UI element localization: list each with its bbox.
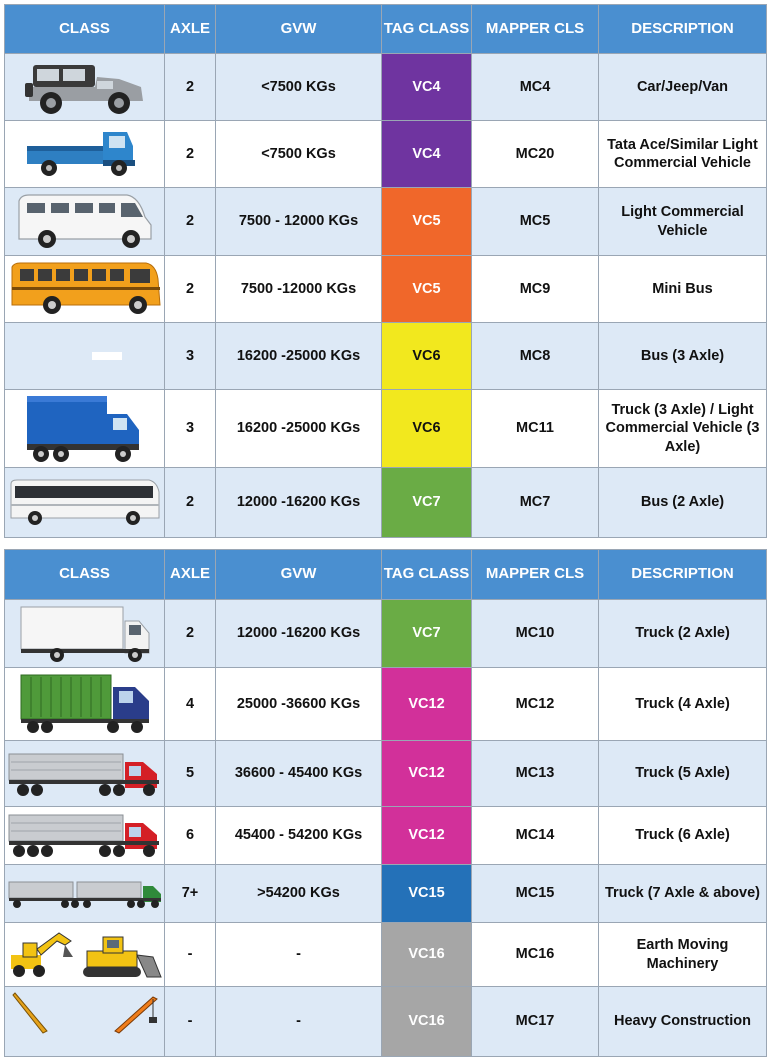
vehicle-cell bbox=[5, 865, 165, 923]
container-truck-icon bbox=[17, 671, 153, 737]
axle-cell: 2 bbox=[165, 121, 216, 188]
description-cell: Light Commercial Vehicle bbox=[599, 188, 767, 256]
mapper-cell: MC16 bbox=[472, 923, 599, 987]
table-row bbox=[5, 807, 767, 865]
tag-class-cell: VC5 bbox=[382, 188, 472, 256]
vehicle-cell bbox=[5, 807, 165, 865]
axle-cell: - bbox=[165, 923, 216, 987]
gvw-cell: 7500 -12000 KGs bbox=[216, 256, 382, 323]
gvw-cell: 16200 -25000 KGs bbox=[216, 390, 382, 468]
tag-class-cell: VC4 bbox=[382, 54, 472, 121]
gvw-cell: <7500 KGs bbox=[216, 54, 382, 121]
tag-class-cell: VC4 bbox=[382, 121, 472, 188]
vehicle-cell bbox=[5, 468, 165, 538]
mapper-cell: MC15 bbox=[472, 865, 599, 923]
description-cell: Bus (3 Axle) bbox=[599, 323, 767, 390]
vehicle-class-table-1 bbox=[4, 4, 767, 538]
gvw-cell: 12000 -16200 KGs bbox=[216, 468, 382, 538]
header-description: DESCRIPTION bbox=[599, 550, 767, 600]
table-row bbox=[5, 468, 767, 538]
tag-class-cell: VC12 bbox=[382, 668, 472, 741]
vehicle-cell bbox=[5, 390, 165, 468]
gvw-cell: 25000 -36600 KGs bbox=[216, 668, 382, 741]
table-row bbox=[5, 668, 767, 741]
header-axle: AXLE bbox=[165, 5, 216, 54]
description-cell: Truck (5 Axle) bbox=[599, 741, 767, 807]
gvw-cell: - bbox=[216, 923, 382, 987]
header-gvw: GVW bbox=[216, 5, 382, 54]
description-cell: Mini Bus bbox=[599, 256, 767, 323]
header-class: CLASS bbox=[5, 5, 165, 54]
header-mapper-cls: MAPPER CLS bbox=[472, 550, 599, 600]
trailer-truck-5-icon bbox=[7, 748, 163, 800]
header-mapper-cls: MAPPER CLS bbox=[472, 5, 599, 54]
gvw-cell: 36600 - 45400 KGs bbox=[216, 741, 382, 807]
vehicle-cell bbox=[5, 600, 165, 668]
header-row bbox=[5, 5, 767, 54]
tag-class-cell: VC7 bbox=[382, 468, 472, 538]
tag-class-cell: VC12 bbox=[382, 807, 472, 865]
description-cell: Truck (7 Axle & above) bbox=[599, 865, 767, 923]
description-cell: Truck (2 Axle) bbox=[599, 600, 767, 668]
mapper-cell: MC13 bbox=[472, 741, 599, 807]
tag-class-cell: VC16 bbox=[382, 987, 472, 1057]
mapper-cell: MC7 bbox=[472, 468, 599, 538]
table-row bbox=[5, 741, 767, 807]
axle-cell: 3 bbox=[165, 323, 216, 390]
vehicle-cell bbox=[5, 923, 165, 987]
tag-class-cell: VC6 bbox=[382, 323, 472, 390]
vehicle-cell bbox=[5, 121, 165, 188]
vehicle-cell bbox=[5, 54, 165, 121]
vehicle-cell bbox=[5, 256, 165, 323]
vehicle-cell bbox=[5, 188, 165, 256]
mapper-cell: MC11 bbox=[472, 390, 599, 468]
description-cell: Truck (4 Axle) bbox=[599, 668, 767, 741]
table-row bbox=[5, 923, 767, 987]
mapper-cell: MC10 bbox=[472, 600, 599, 668]
mapper-cell: MC9 bbox=[472, 256, 599, 323]
coach-bus-icon bbox=[9, 478, 161, 528]
jeep-icon bbox=[23, 57, 147, 117]
table-row bbox=[5, 121, 767, 188]
axle-cell: 6 bbox=[165, 807, 216, 865]
vehicle-class-table-2 bbox=[4, 549, 767, 1057]
white-truck-icon bbox=[17, 603, 153, 665]
tag-class-cell: VC6 bbox=[382, 390, 472, 468]
axle-cell: 2 bbox=[165, 468, 216, 538]
tag-class-cell: VC16 bbox=[382, 923, 472, 987]
earth-mover-icon bbox=[7, 927, 163, 983]
description-cell: Car/Jeep/Van bbox=[599, 54, 767, 121]
mapper-cell: MC12 bbox=[472, 668, 599, 741]
description-cell: Heavy Construction bbox=[599, 987, 767, 1057]
description-cell: Truck (3 Axle) / Light Commercial Vehicle (3 Axle) bbox=[599, 390, 767, 468]
header-axle: AXLE bbox=[165, 550, 216, 600]
axle-cell: - bbox=[165, 987, 216, 1057]
vehicle-cell bbox=[5, 323, 165, 390]
tag-class-cell: VC15 bbox=[382, 865, 472, 923]
tag-class-cell: VC5 bbox=[382, 256, 472, 323]
header-gvw: GVW bbox=[216, 550, 382, 600]
header-description: DESCRIPTION bbox=[599, 5, 767, 54]
axle-cell: 2 bbox=[165, 600, 216, 668]
mapper-cell: MC5 bbox=[472, 188, 599, 256]
mapper-cell: MC14 bbox=[472, 807, 599, 865]
mapper-cell: MC20 bbox=[472, 121, 599, 188]
box-truck-icon bbox=[23, 392, 147, 466]
table-row bbox=[5, 256, 767, 323]
tag-class-cell: VC12 bbox=[382, 741, 472, 807]
vehicle-cell bbox=[5, 741, 165, 807]
vehicle-cell bbox=[5, 987, 165, 1057]
gvw-cell: >54200 KGs bbox=[216, 865, 382, 923]
trailer-truck-6-icon bbox=[7, 811, 163, 861]
table-row bbox=[5, 323, 767, 390]
axle-cell: 5 bbox=[165, 741, 216, 807]
mapper-cell: MC4 bbox=[472, 54, 599, 121]
header-tag-class: TAG CLASS bbox=[382, 5, 472, 54]
axle-cell: 2 bbox=[165, 188, 216, 256]
van-icon bbox=[15, 191, 155, 253]
tag-class-cell: VC7 bbox=[382, 600, 472, 668]
description-cell: Earth Moving Machinery bbox=[599, 923, 767, 987]
axle-cell: 7+ bbox=[165, 865, 216, 923]
mapper-cell: MC8 bbox=[472, 323, 599, 390]
mini-bus-icon bbox=[8, 259, 162, 319]
axle-cell: 4 bbox=[165, 668, 216, 741]
description-cell: Truck (6 Axle) bbox=[599, 807, 767, 865]
gvw-cell: 7500 - 12000 KGs bbox=[216, 188, 382, 256]
crane-icon bbox=[7, 991, 163, 1053]
table-row bbox=[5, 188, 767, 256]
table-row bbox=[5, 987, 767, 1057]
axle-cell: 2 bbox=[165, 54, 216, 121]
description-cell: Bus (2 Axle) bbox=[599, 468, 767, 538]
road-train-icon bbox=[7, 876, 163, 912]
gvw-cell: 12000 -16200 KGs bbox=[216, 600, 382, 668]
table-row bbox=[5, 390, 767, 468]
gvw-cell: - bbox=[216, 987, 382, 1057]
gvw-cell: <7500 KGs bbox=[216, 121, 382, 188]
table-row bbox=[5, 865, 767, 923]
mapper-cell: MC17 bbox=[472, 987, 599, 1057]
gvw-cell: 45400 - 54200 KGs bbox=[216, 807, 382, 865]
vehicle-cell bbox=[5, 668, 165, 741]
axle-cell: 3 bbox=[165, 390, 216, 468]
table-row bbox=[5, 600, 767, 668]
axle-cell: 2 bbox=[165, 256, 216, 323]
gvw-cell: 16200 -25000 KGs bbox=[216, 323, 382, 390]
light-truck-icon bbox=[23, 124, 147, 184]
header-tag-class: TAG CLASS bbox=[382, 550, 472, 600]
header-class: CLASS bbox=[5, 550, 165, 600]
blank-bus-icon bbox=[8, 326, 162, 386]
table-row bbox=[5, 54, 767, 121]
header-row bbox=[5, 550, 767, 600]
description-cell: Tata Ace/Similar Light Commercial Vehicle bbox=[599, 121, 767, 188]
